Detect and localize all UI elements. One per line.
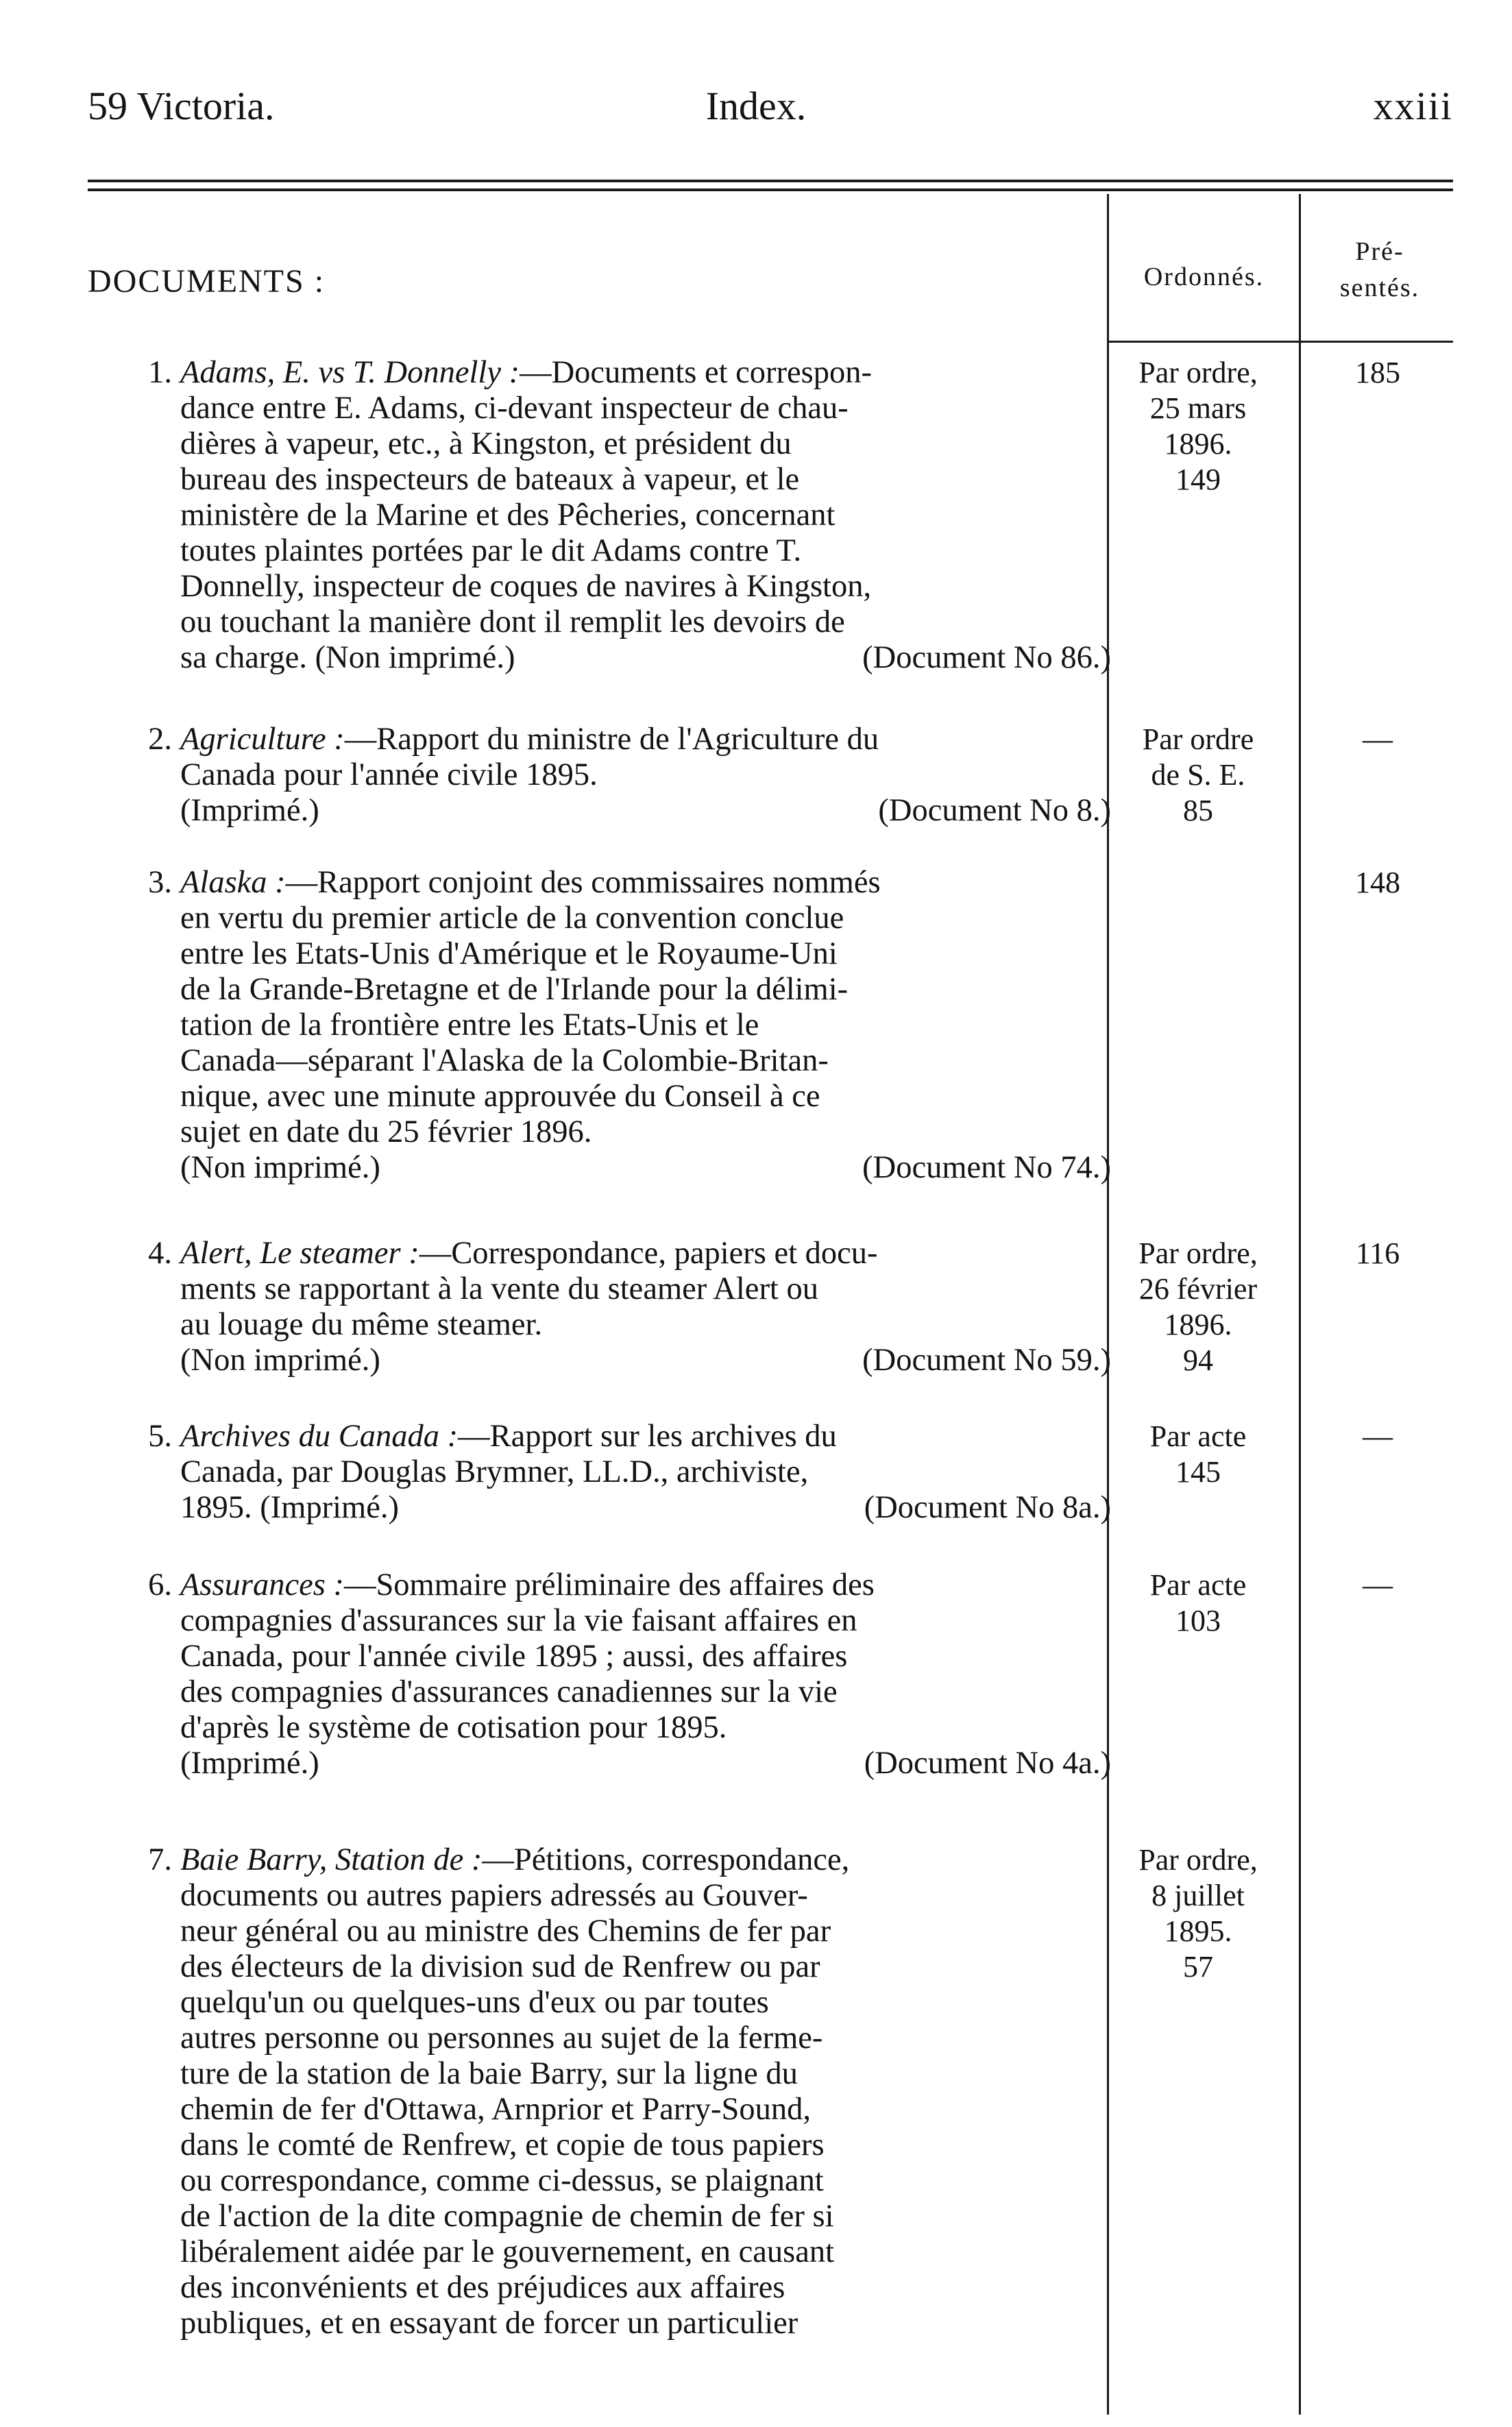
header-rule-top: [88, 180, 1453, 182]
entry-subject: Archives du Canada :: [180, 1419, 459, 1454]
entry-status-line: [180, 1490, 1111, 1526]
ordered-by-line: Par ordre,: [1138, 1843, 1258, 1877]
entry-text: —Rapport conjoint des commissaires nommés: [285, 865, 881, 900]
entry-number: 6.: [148, 1568, 172, 1602]
running-header-center: Index.: [705, 84, 807, 128]
entry-text: ture de la station de la baie Barry, sur la ligne du: [180, 2056, 798, 2091]
document-reference: (Document No 74.): [862, 1150, 1111, 1185]
entry-description: [148, 722, 1111, 829]
ordered-by-line: Par ordre: [1142, 722, 1254, 756]
entry-line: [180, 1710, 1111, 1746]
entry-line: [180, 498, 1111, 533]
entry-line: [180, 2234, 1111, 2270]
entry-text: de la Grande-Bretagne et de l'Irlande pour la délimi-: [180, 972, 849, 1007]
entry-status-line: [180, 1150, 1111, 1186]
entry-line: [180, 1307, 1111, 1343]
entry-status-line: [180, 1343, 1111, 1378]
ordered-by-line: Par ordre,: [1138, 356, 1258, 389]
entry-text: des électeurs de la division sud de Renfrew ou par: [180, 1949, 820, 1984]
entry-line: [180, 865, 1111, 901]
document-reference: (Document No 4a.): [864, 1746, 1111, 1781]
entry-line: [180, 426, 1111, 462]
print-status: sa charge. (Non imprimé.): [180, 640, 515, 675]
entry-status-line: [180, 1746, 1111, 1781]
entry-text: Donnelly, inspecteur de coques de navires à Kingston,: [180, 569, 872, 604]
print-status: 1895. (Imprimé.): [180, 1490, 399, 1525]
entry-status-line: [180, 793, 1111, 829]
entry-description: [148, 1419, 1111, 1526]
entry-text: ments se rapportant à la vente du steamer Alert ou: [180, 1271, 818, 1306]
ordered-by-line: Par acte: [1149, 1419, 1247, 1453]
entry-number: 1.: [148, 355, 172, 390]
ordered-by: [1102, 1568, 1294, 1639]
entry-line: [180, 1568, 1111, 1603]
entry-line: [180, 1674, 1111, 1710]
print-status: (Imprimé.): [180, 793, 319, 828]
entry-subject: Adams, E. vs T. Donnelly :: [180, 355, 520, 390]
entry-line: [180, 1949, 1111, 1985]
header-rule-bottom: [88, 188, 1453, 191]
ordered-by-line: 94: [1183, 1343, 1213, 1377]
ordered-by-line: Par ordre,: [1138, 1236, 1258, 1270]
column-header-rule: [1109, 341, 1453, 343]
entry-line: [180, 2127, 1111, 2163]
document-reference: (Document No 8.): [878, 793, 1111, 828]
entry-text: libéralement aidée par le gouvernement, en causant: [180, 2234, 835, 2269]
ordered-by-line: 149: [1175, 463, 1221, 496]
entry-text: bureau des inspecteurs de bateaux à vapeur, et le: [180, 462, 800, 497]
entry-description: [148, 1568, 1111, 1781]
entry-description: [148, 355, 1111, 676]
ordered-by: [1102, 1236, 1294, 1378]
entry-number: 4.: [148, 1236, 172, 1271]
entry-line: [180, 936, 1111, 972]
column-header-presentes-top: Pré-: [1355, 237, 1404, 266]
entry-line: [180, 605, 1111, 640]
entry-text: entre les Etats-Unis d'Amérique et le Royaume-Uni: [180, 936, 838, 971]
section-title: DOCUMENTS :: [88, 263, 326, 300]
entry-description: [148, 1842, 1111, 2341]
entry-text: compagnies d'assurances sur la vie faisant affaires en: [180, 1603, 857, 1638]
entry-line: [180, 1878, 1111, 1914]
entry-description: [148, 1236, 1111, 1378]
entry-line: [180, 1639, 1111, 1674]
entry-text: Canada, pour l'année civile 1895 ; aussi, des affaires: [180, 1639, 848, 1674]
entry-text: —Sommaire préliminaire des affaires des: [343, 1568, 875, 1602]
entry-number: 7.: [148, 1842, 172, 1877]
entry-line: [180, 757, 1111, 793]
entry-line: [180, 1236, 1111, 1271]
entry-text: —Pétitions, correspondance,: [482, 1842, 850, 1877]
entry-text: au louage du même steamer.: [180, 1307, 543, 1342]
entry-text: Canada—séparant l'Alaska de la Colombie-Britan-: [180, 1043, 829, 1078]
ordered-by-line: 145: [1175, 1455, 1221, 1489]
entry-text: —Documents et correspon-: [520, 355, 872, 390]
entry-line: [180, 1914, 1111, 1949]
entry-line: [180, 1271, 1111, 1307]
ordered-by-line: 1896.: [1164, 1308, 1232, 1341]
entry-line: [180, 1454, 1111, 1490]
entry-status-line: [180, 640, 1111, 676]
entry-line: [180, 972, 1111, 1008]
entry-text: de l'action de la dite compagnie de chemin de fer si: [180, 2199, 834, 2234]
ordered-by: [1102, 1419, 1294, 1490]
entry-text: autres personne ou personnes au sujet de la ferme-: [180, 2021, 823, 2056]
entry-line: [180, 2199, 1111, 2234]
entry-line: [180, 1079, 1111, 1114]
entry-line: [180, 355, 1111, 391]
ordered-by: [1102, 722, 1294, 829]
print-status: (Non imprimé.): [180, 1150, 380, 1185]
entry-text: d'après le système de cotisation pour 1895.: [180, 1710, 727, 1745]
entry-text: des compagnies d'assurances canadiennes sur la vie: [180, 1674, 838, 1709]
entry-text: —Rapport sur les archives du: [458, 1419, 837, 1454]
document-reference: (Document No 86.): [862, 640, 1111, 675]
entry-line: [180, 2306, 1111, 2341]
entry-text: dières à vapeur, etc., à Kingston, et président du: [180, 426, 792, 461]
ordered-by-line: 85: [1183, 794, 1213, 827]
entry-line: [180, 391, 1111, 426]
entry-line: [180, 1043, 1111, 1079]
entry-line: [180, 533, 1111, 569]
document-reference: (Document No 8a.): [864, 1490, 1111, 1525]
entry-line: [180, 2270, 1111, 2306]
page-number: xxiii: [1373, 84, 1453, 128]
entry-text: —Correspondance, papiers et docu-: [419, 1236, 878, 1271]
entry-subject: Assurances :: [180, 1568, 344, 1602]
presented-number: —: [1363, 1568, 1393, 1602]
ordered-by-line: 26 février: [1138, 1272, 1258, 1306]
entry-text: des inconvénients et des préjudices aux affaires: [180, 2270, 785, 2305]
entry-text: toutes plaintes portées par le dit Adams contre T.: [180, 533, 802, 568]
entry-line: [180, 462, 1111, 498]
entry-text: neur général ou au ministre des Chemins de fer par: [180, 1914, 831, 1949]
entry-text: Canada, par Douglas Brymner, LL.D., archiviste,: [180, 1454, 809, 1489]
entry-line: [180, 901, 1111, 936]
entry-line: [180, 1114, 1111, 1150]
entry-text: dans le comté de Renfrew, et copie de tous papiers: [180, 2127, 825, 2162]
entry-text: ou correspondance, comme ci-dessus, se plaignant: [180, 2163, 824, 2198]
column-divider-right: [1299, 194, 1301, 2415]
entry-text: nique, avec une minute approuvée du Conseil à ce: [180, 1079, 820, 1114]
ordered-by-line: 1896.: [1164, 427, 1232, 461]
entry-line: [180, 1603, 1111, 1639]
ordered-by-line: 103: [1175, 1604, 1221, 1637]
print-status: (Non imprimé.): [180, 1343, 380, 1378]
print-status: (Imprimé.): [180, 1746, 319, 1781]
entry-line: [180, 1419, 1111, 1454]
entry-text: chemin de fer d'Ottawa, Arnprior et Parry-Sound,: [180, 2092, 812, 2127]
ordered-by-line: 8 juillet: [1151, 1879, 1245, 1912]
entry-line: [180, 2092, 1111, 2127]
entry-text: documents ou autres papiers adressés au Gouver-: [180, 1878, 808, 1913]
ordered-by-line: 1895.: [1164, 1914, 1232, 1948]
presented-number: —: [1363, 1419, 1393, 1453]
entry-line: [180, 2056, 1111, 2092]
entry-line: [180, 1008, 1111, 1043]
entry-line: [180, 1985, 1111, 2021]
document-reference: (Document No 59.): [862, 1343, 1111, 1378]
entry-text: en vertu du premier article de la convention conclue: [180, 901, 844, 936]
presented-number: 148: [1355, 866, 1400, 899]
ordered-by-line: 25 mars: [1149, 391, 1247, 425]
entry-number: 5.: [148, 1419, 172, 1454]
column-header-ordonnes: Ordonnés.: [1143, 263, 1265, 291]
ordered-by-line: 57: [1183, 1950, 1213, 1984]
presented-number: 116: [1355, 1236, 1400, 1270]
entry-text: publiques, et en essayant de forcer un particulier: [180, 2306, 798, 2341]
presented-number: —: [1363, 722, 1393, 756]
entry-text: tation de la frontière entre les Etats-Unis et le: [180, 1008, 759, 1042]
entry-text: —Rapport du ministre de l'Agriculture du: [344, 722, 879, 757]
ordered-by-line: Par acte: [1149, 1568, 1247, 1602]
column-header-presentes-bottom: sentés.: [1339, 273, 1420, 302]
entry-subject: Alert, Le steamer :: [180, 1236, 419, 1271]
running-header-left: 59 Victoria.: [88, 84, 275, 128]
entry-line: [180, 1842, 1111, 1878]
entry-number: 3.: [148, 865, 172, 900]
entry-subject: Agriculture :: [180, 722, 345, 757]
entry-subject: Alaska :: [180, 865, 286, 900]
entry-line: [180, 2021, 1111, 2056]
presented-number: 185: [1355, 356, 1400, 389]
entry-line: [180, 2163, 1111, 2199]
entry-text: dance entre E. Adams, ci-devant inspecteur de chau-: [180, 391, 849, 426]
entry-line: [180, 722, 1111, 757]
ordered-by-line: de S. E.: [1151, 758, 1245, 792]
entry-text: ou touchant la manière dont il remplit les devoirs de: [180, 605, 845, 639]
ordered-by: [1102, 1842, 1294, 1985]
entry-text: ministère de la Marine et des Pêcheries, concernant: [180, 498, 836, 533]
entry-text: sujet en date du 25 février 1896.: [180, 1114, 592, 1149]
entry-description: [148, 865, 1111, 1186]
entry-number: 2.: [148, 722, 172, 757]
entry-text: Canada pour l'année civile 1895.: [180, 757, 598, 792]
entry-text: quelqu'un ou quelques-uns d'eux ou par toutes: [180, 1985, 769, 2020]
ordered-by: [1102, 355, 1294, 498]
entry-subject: Baie Barry, Station de :: [180, 1842, 483, 1877]
entry-line: [180, 569, 1111, 605]
